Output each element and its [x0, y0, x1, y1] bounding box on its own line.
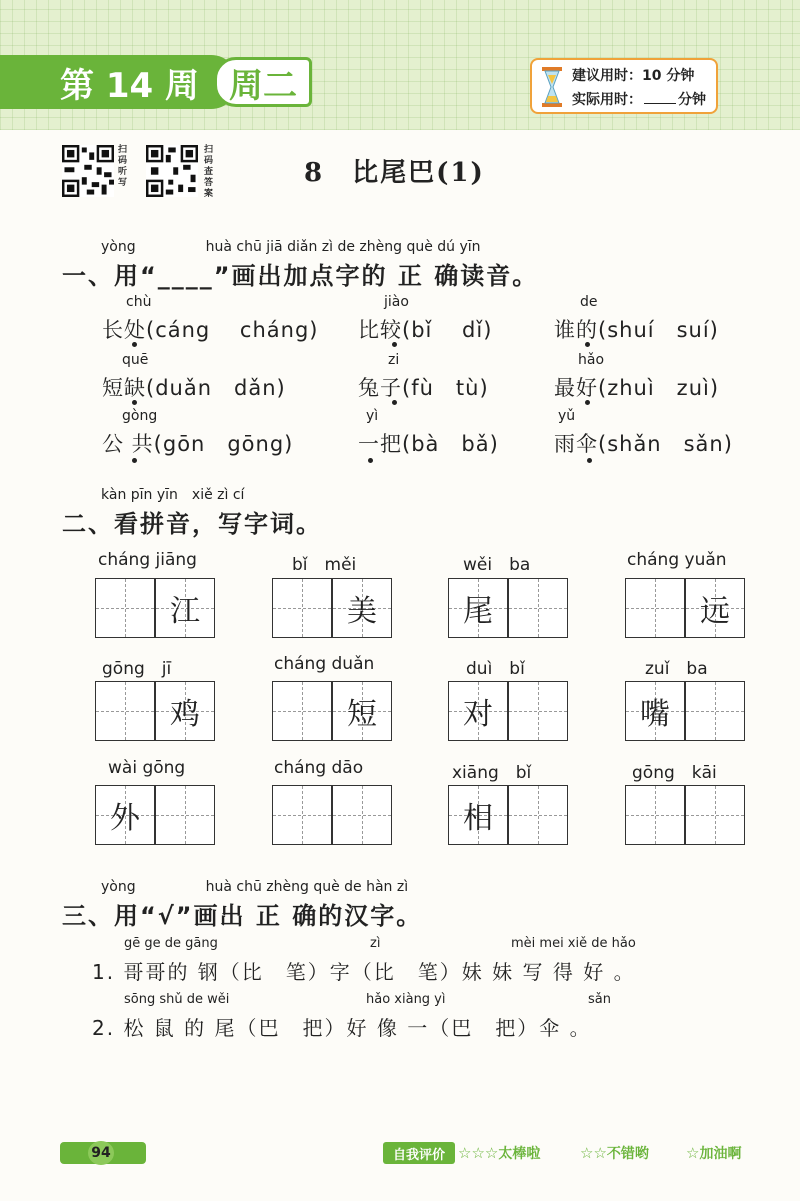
word-pinyin: cháng duǎn	[274, 654, 375, 674]
section1-title: 一、用“____”画出加点字的 正 确读音。	[62, 262, 539, 290]
emphasis-dot	[132, 400, 137, 405]
writing-cell[interactable]	[508, 681, 568, 741]
emphasis-dot	[132, 458, 137, 463]
item-pinyin: quē	[122, 352, 149, 368]
word-pinyin: wài gōng	[108, 758, 186, 778]
emphasis-dot	[585, 342, 590, 347]
day-label: 周二	[214, 57, 312, 107]
q1-pinyin-a: gē ge de gāng	[124, 936, 218, 951]
emphasis-dot	[585, 400, 590, 405]
writing-cell[interactable]: 嘴	[625, 681, 685, 741]
writing-cell[interactable]	[508, 785, 568, 845]
actual-time-label: 实际用时：	[572, 92, 642, 108]
item-pinyin: yì	[366, 408, 379, 424]
writing-cell[interactable]: 短	[332, 681, 392, 741]
writing-cell[interactable]	[685, 785, 745, 845]
item-pinyin: de	[580, 294, 598, 310]
writing-cell[interactable]: 外	[95, 785, 155, 845]
item-pinyin: chù	[126, 294, 152, 310]
word-pinyin: xiāng bǐ	[452, 763, 532, 783]
writing-cell[interactable]	[95, 681, 155, 741]
qr-code-answer[interactable]	[146, 145, 198, 197]
q2-pinyin-b: hǎo xiàng yì	[366, 992, 446, 1007]
word-pinyin: cháng yuǎn	[627, 550, 727, 570]
section1-pinyin: yòng huà chū jiā diǎn zì de zhèng què dú yīn	[101, 239, 481, 255]
star-icon: ☆☆	[580, 1144, 607, 1162]
item-pinyin: zi	[388, 352, 400, 368]
page-number: 94	[88, 1141, 114, 1165]
q2-pinyin-a: sōng shǔ de wěi	[124, 992, 230, 1007]
writing-cell[interactable]: 对	[448, 681, 508, 741]
star-icon: ☆☆☆	[458, 1144, 499, 1162]
writing-cell[interactable]: 远	[685, 578, 745, 638]
writing-cell[interactable]	[95, 578, 155, 638]
page-number-tag	[60, 1142, 146, 1164]
writing-cell[interactable]	[685, 681, 745, 741]
choice-item[interactable]: 最好(zhuì zuì)	[554, 376, 720, 400]
question-2[interactable]: 2. 松 鼠 的 尾（巴 把）好 像 一（巴 把）伞 。	[92, 1016, 592, 1040]
q1-pinyin-c: mèi mei xiě de hǎo	[511, 936, 636, 951]
writing-cell[interactable]	[508, 578, 568, 638]
eval-option-good[interactable]: ☆☆不错哟	[580, 1144, 649, 1162]
item-pinyin: gòng	[122, 408, 158, 424]
q2-pinyin-c: sǎn	[588, 992, 611, 1007]
word-pinyin: duì bǐ	[466, 659, 525, 679]
choice-item[interactable]: 比较(bǐ dǐ)	[358, 318, 493, 342]
item-pinyin: yǔ	[558, 408, 576, 424]
writing-cell[interactable]: 美	[332, 578, 392, 638]
choice-item[interactable]: 谁的(shuí suí)	[554, 318, 719, 342]
choice-item[interactable]: 一把(bà bǎ)	[358, 432, 499, 456]
emphasis-dot	[392, 342, 397, 347]
writing-cell[interactable]: 鸡	[155, 681, 215, 741]
actual-time	[572, 89, 706, 109]
writing-cell[interactable]	[625, 785, 685, 845]
hourglass-icon	[540, 66, 564, 108]
writing-cell[interactable]: 尾	[448, 578, 508, 638]
lesson-title: 8 比尾巴(1)	[304, 158, 485, 188]
section3-title: 三、用“√”画出 正 确的汉字。	[62, 902, 423, 930]
q1-pinyin-b: zì	[370, 936, 381, 951]
emphasis-dot	[587, 458, 592, 463]
choice-item[interactable]: 公 共(gōn gōng)	[102, 432, 294, 456]
question-1[interactable]: 1. 哥哥的 钢（比 笔）字（比 笔）妹 妹 写 得 好 。	[92, 960, 636, 984]
emphasis-dot	[132, 342, 137, 347]
item-pinyin: hǎo	[578, 352, 605, 368]
eval-option-great[interactable]: ☆☆☆太棒啦	[458, 1144, 541, 1162]
word-pinyin: cháng dāo	[274, 758, 364, 778]
actual-time-unit: 分钟	[678, 92, 706, 108]
star-icon: ☆	[686, 1144, 700, 1162]
word-pinyin: gōng kāi	[632, 763, 717, 783]
section2-title: 二、看拼音，写字词。	[62, 510, 322, 538]
suggested-time: 建议用时：10 分钟	[572, 68, 695, 84]
self-eval-label: 自我评价	[383, 1142, 455, 1164]
writing-cell[interactable]	[155, 785, 215, 845]
emphasis-dot	[392, 400, 397, 405]
writing-cell[interactable]	[332, 785, 392, 845]
actual-time-blank[interactable]	[644, 92, 676, 104]
choice-item[interactable]: 短缺(duǎn dǎn)	[102, 376, 286, 400]
eval-option-try[interactable]: ☆加油啊	[686, 1144, 742, 1162]
word-pinyin: zuǐ ba	[645, 659, 708, 679]
writing-cell[interactable]	[272, 578, 332, 638]
emphasis-dot	[368, 458, 373, 463]
item-pinyin: jiào	[384, 294, 409, 310]
choice-item[interactable]: 雨伞(shǎn sǎn)	[554, 432, 733, 456]
section3-pinyin: yòng huà chū zhèng què de hàn zì	[101, 879, 409, 895]
word-pinyin: cháng jiāng	[98, 550, 197, 570]
writing-cell[interactable]: 相	[448, 785, 508, 845]
choice-item[interactable]: 兔子(fù tù)	[358, 376, 489, 400]
qr-code-listen[interactable]	[62, 145, 114, 197]
writing-cell[interactable]	[272, 785, 332, 845]
word-pinyin: wěi ba	[463, 555, 531, 575]
writing-cell[interactable]	[625, 578, 685, 638]
time-box	[530, 58, 718, 114]
week-label: 第 14 周	[0, 55, 238, 109]
section2-pinyin: kàn pīn yīn xiě zì cí	[101, 487, 245, 503]
word-pinyin: gōng jī	[102, 659, 172, 679]
writing-cell[interactable]: 江	[155, 578, 215, 638]
writing-cell[interactable]	[272, 681, 332, 741]
qr-answer-label: 扫码查答案	[204, 145, 214, 199]
qr-listen-label: 扫码听写	[118, 145, 128, 188]
word-pinyin: bǐ měi	[292, 555, 357, 575]
choice-item[interactable]: 长处(cáng cháng)	[102, 318, 319, 342]
